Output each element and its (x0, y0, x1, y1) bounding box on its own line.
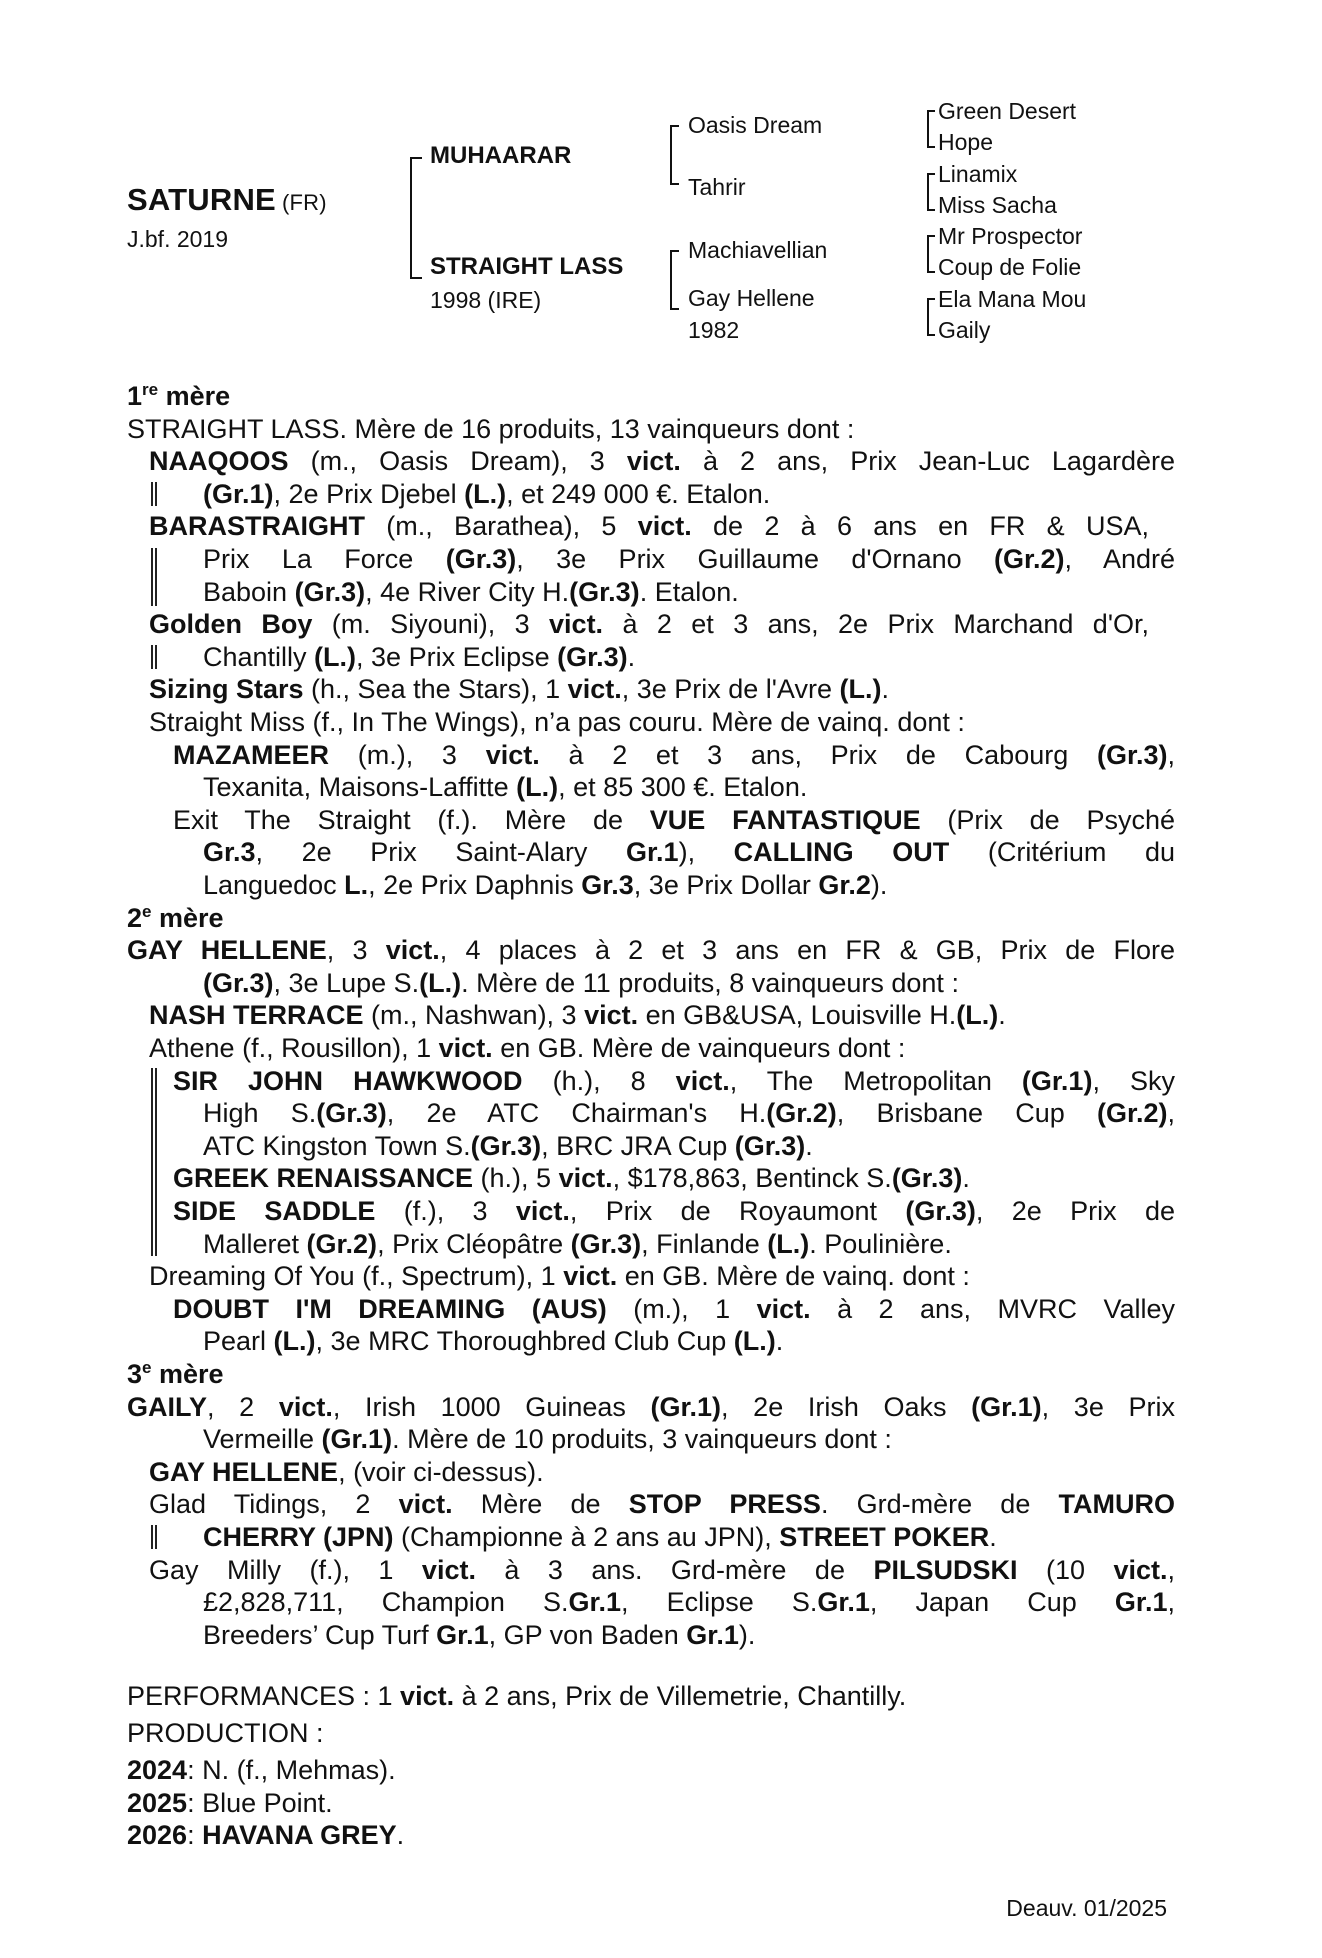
section-heading-3: 3e mère (127, 1358, 224, 1389)
pedigree-bracket (927, 146, 935, 148)
text-line: Chantilly (L.), 3e Prix Eclipse (Gr.3). (203, 641, 636, 672)
text-line: Sizing Stars (h., Sea the Stars), 1 vict., 3e Prix de l'Avre (L.). (149, 674, 889, 705)
pedigree-bracket (927, 298, 935, 300)
grandparent-5: Mr Prospector (938, 223, 1083, 249)
dam-name: STRAIGHT LASS (430, 253, 624, 280)
text-line: Prix La Force (Gr.3), 3e Prix Guillaume d'Ornano (Gr.2), André (203, 544, 1175, 574)
text-line: Straight Miss (f., In The Wings), n’a pas couru. Mère de vainq. dont : (149, 707, 965, 737)
pedigree-bracket (927, 173, 929, 211)
pedigree-bracket (670, 125, 679, 127)
text-line: High S.(Gr.3), 2e ATC Chairman's H.(Gr.2), Brisbane Cup (Gr.2), (203, 1098, 1175, 1129)
text-line: Glad Tidings, 2 vict. Mère de STOP PRESS. Grd-mère de TAMURO (149, 1489, 1175, 1520)
pedigree-bracket (670, 183, 679, 185)
horse-name: SATURNE (FR) (127, 182, 327, 217)
dam-sire: Machiavellian (688, 237, 828, 263)
text-line: SIR JOHN HAWKWOOD (h.), 8 vict., The Metropolitan (Gr.1), Sky (173, 1065, 1175, 1096)
grandparent-8: Gaily (938, 317, 991, 343)
production-2026: 2026: HAVANA GREY. (127, 1820, 405, 1851)
grandparent-6: Coup de Folie (938, 254, 1082, 280)
production-2024: 2024: N. (f., Mehmas). (127, 1755, 396, 1785)
sire-name: MUHAARAR (430, 142, 572, 169)
pedigree-bracket (927, 110, 935, 112)
pedigree-bracket (927, 235, 935, 237)
dam-dam-year: 1982 (688, 317, 740, 343)
pedigree-bracket (670, 250, 679, 252)
footer-reference: Deauv. 01/2025 (1006, 1895, 1167, 1921)
pedigree-bracket (670, 125, 672, 185)
pedigree-bracket (410, 277, 422, 279)
pedigree-bracket (927, 298, 929, 336)
pedigree-bracket (670, 308, 679, 310)
text-line: Exit The Straight (f.). Mère de VUE FANTASTIQUE (Prix de Psyché (173, 804, 1175, 835)
section-heading-1: 1re mère (127, 380, 231, 411)
text-line: Malleret (Gr.2), Prix Cléopâtre (Gr.3), Finlande (L.). Poulinière. (203, 1228, 952, 1259)
text-line: GAY HELLENE, 3 vict., 4 places à 2 et 3 ans en FR & GB, Prix de Flore (127, 935, 1175, 966)
grandparent-4: Miss Sacha (938, 192, 1057, 218)
text-line: (Gr.1), 2e Prix Djebel (L.), et 249 000 €. Etalon. (203, 478, 771, 509)
text-line: DOUBT I'M DREAMING (AUS) (m.), 1 vict. à 2 ans, MVRC Valley (173, 1293, 1175, 1324)
text-line: Languedoc L., 2e Prix Daphnis Gr.3, 3e Prix Dollar Gr.2). (203, 870, 888, 900)
text-line: STRAIGHT LASS. Mère de 16 produits, 13 vainqueurs dont : (127, 413, 855, 444)
text-line: £2,828,711, Champion S.Gr.1, Eclipse S.Gr.1, Japan Cup Gr.1, (203, 1587, 1175, 1618)
pedigree-bracket (927, 173, 935, 175)
text-line: Athene (f., Rousillon), 1 vict. en GB. Mère de vainqueurs dont : (149, 1033, 906, 1063)
text-line: MAZAMEER (m.), 3 vict. à 2 et 3 ans, Prix de Cabourg (Gr.3), (173, 739, 1176, 770)
pedigree-bracket (410, 157, 422, 159)
text-line: GAILY, 2 vict., Irish 1000 Guineas (Gr.1), 2e Irish Oaks (Gr.1), 3e Prix (127, 1391, 1175, 1422)
text-line: CHERRY (JPN) (Championne à 2 ans au JPN), STREET POKER. (203, 1522, 997, 1552)
sire-sire: Oasis Dream (688, 112, 823, 138)
section-heading-2: 2e mère (127, 901, 224, 933)
text-line: GAY HELLENE, (voir ci-dessus). (149, 1456, 544, 1487)
text-line: NAAQOOS (m., Oasis Dream), 3 vict. à 2 ans, Prix Jean-Luc Lagardère (149, 446, 1175, 477)
text-line: ATC Kingston Town S.(Gr.3), BRC JRA Cup (Gr.3). (203, 1130, 813, 1161)
performances-line: PERFORMANCES : 1 vict. à 2 ans, Prix de Villemetrie, Chantilly. (127, 1681, 907, 1711)
text-line: Pearl (L.), 3e MRC Thoroughbred Club Cup (L.). (203, 1326, 784, 1357)
text-line: GREEK RENAISSANCE (h.), 5 vict., $178,863, Bentinck S.(Gr.3). (173, 1163, 970, 1194)
text-line: NASH TERRACE (m., Nashwan), 3 vict. en GB&USA, Louisville H.(L.). (149, 1000, 1006, 1031)
dam-dam: Gay Hellene (688, 285, 815, 311)
pedigree-bracket (927, 209, 935, 211)
text-line: Gay Milly (f.), 1 vict. à 3 ans. Grd-mère de PILSUDSKI (10 vict., (149, 1554, 1175, 1585)
pedigree-bracket (670, 250, 672, 310)
text-line: Vermeille (Gr.1). Mère de 10 produits, 3 vainqueurs dont : (203, 1424, 892, 1455)
text-line: (Gr.3), 3e Lupe S.(L.). Mère de 11 produits, 8 vainqueurs dont : (203, 967, 959, 998)
text-line: BARASTRAIGHT (m., Barathea), 5 vict. de 2 à 6 ans en FR & USA, (149, 511, 1149, 542)
dam-details: 1998 (IRE) (430, 287, 542, 313)
production-2025: 2025: Blue Point. (127, 1787, 333, 1818)
pedigree-bracket (410, 157, 412, 279)
production-label: PRODUCTION : (127, 1718, 324, 1748)
pedigree-notes (127, 380, 1177, 1851)
grandparent-7: Ela Mana Mou (938, 286, 1087, 312)
pedigree-bracket (927, 271, 935, 273)
text-line: Breeders’ Cup Turf Gr.1, GP von Baden Gr.1). (203, 1619, 756, 1650)
text-line: Texanita, Maisons-Laffitte (L.), et 85 300 €. Etalon. (203, 772, 808, 803)
text-line: Golden Boy (m. Siyouni), 3 vict. à 2 et 3 ans, 2e Prix Marchand d'Or, (149, 609, 1149, 640)
text-line: Dreaming Of You (f., Spectrum), 1 vict. en GB. Mère de vainq. dont : (149, 1261, 970, 1292)
grandparent-2: Hope (938, 129, 993, 155)
text-line: SIDE SADDLE (f.), 3 vict., Prix de Royaumont (Gr.3), 2e Prix de (173, 1196, 1175, 1226)
pedigree-bracket (927, 110, 929, 148)
text-line: Baboin (Gr.3), 4e River City H.(Gr.3). Etalon. (203, 576, 739, 607)
horse-details: J.bf. 2019 (127, 226, 229, 252)
pedigree-bracket (927, 235, 929, 273)
text-line: Gr.3, 2e Prix Saint-Alary Gr.1), CALLING OUT (Critérium du (203, 837, 1175, 868)
pedigree-bracket (927, 334, 935, 336)
grandparent-1: Green Desert (938, 98, 1077, 124)
sire-dam: Tahrir (688, 174, 746, 200)
grandparent-3: Linamix (938, 161, 1018, 187)
